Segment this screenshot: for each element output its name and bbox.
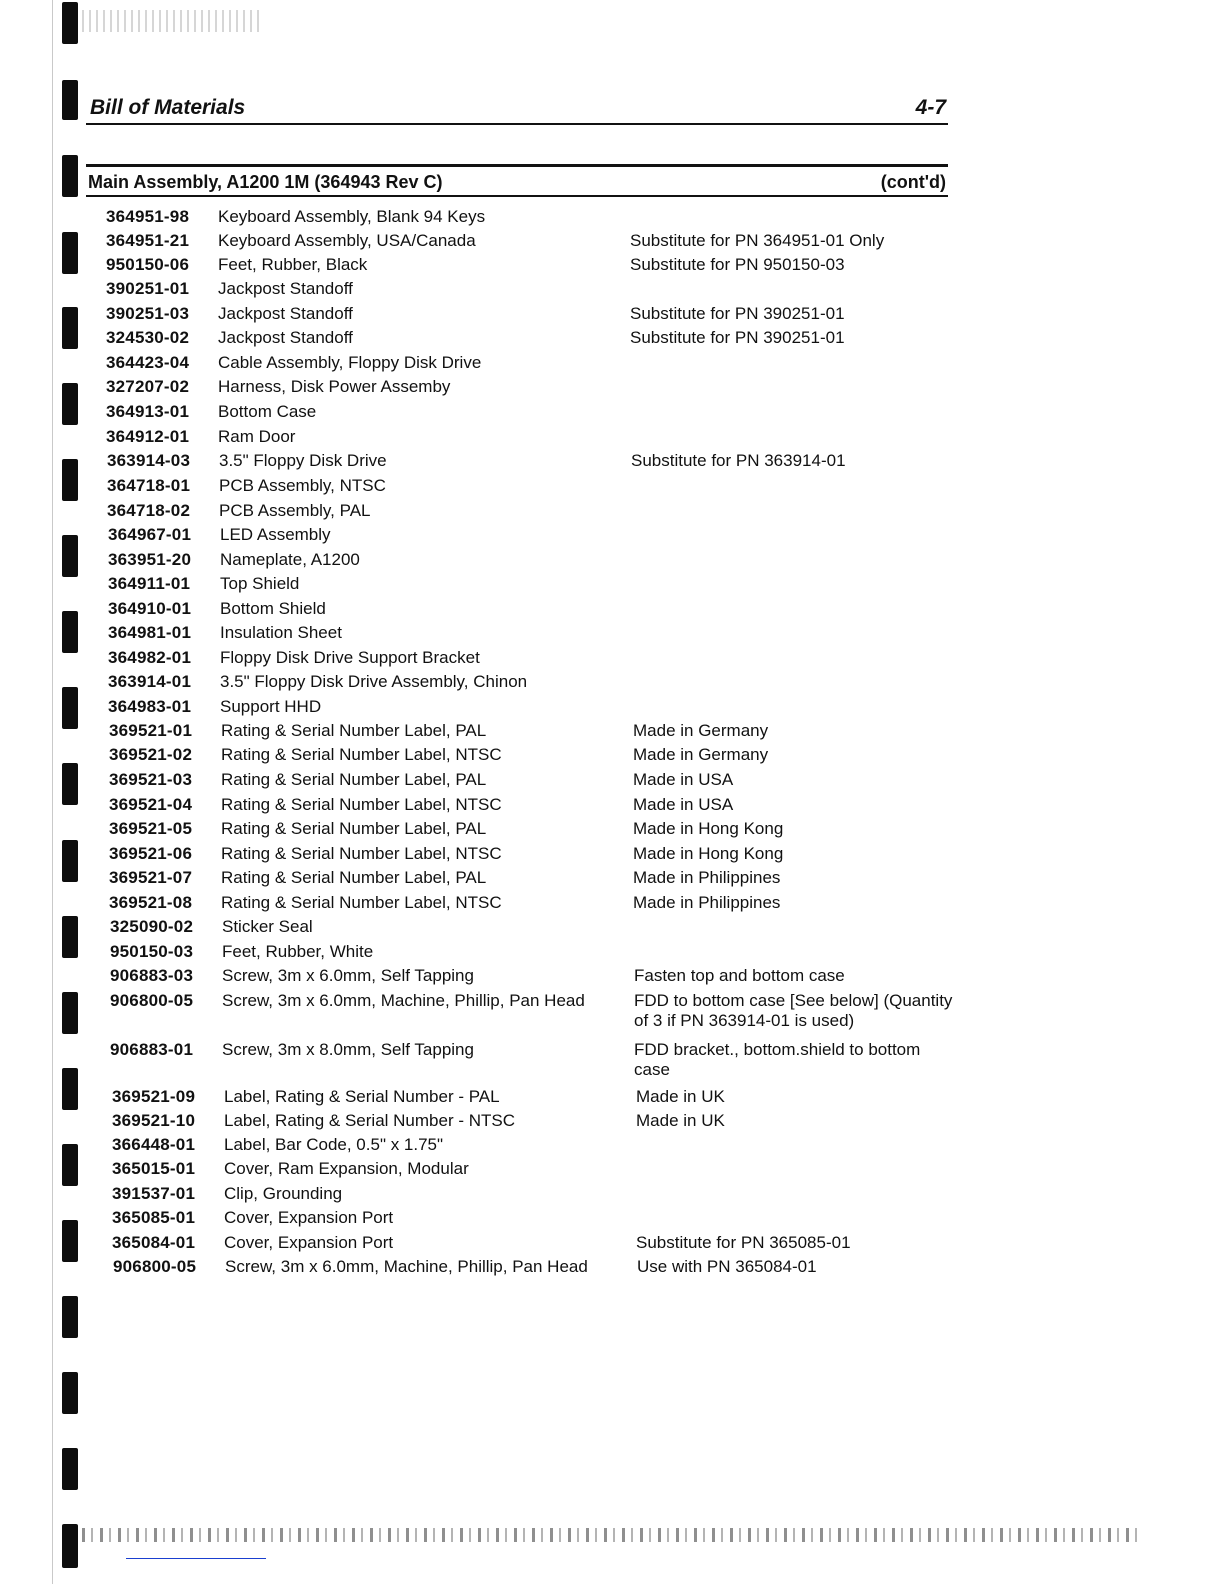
part-number: 369521-07 xyxy=(109,868,193,887)
part-description: Top Shield xyxy=(220,574,300,593)
part-number: 327207-02 xyxy=(106,377,190,396)
part-number: 364718-02 xyxy=(107,501,191,520)
part-description: Feet, Rubber, White xyxy=(222,942,374,961)
bom-row xyxy=(0,942,1224,966)
bom-row xyxy=(0,697,1224,721)
continued-label: (cont'd) xyxy=(880,172,946,192)
bom-row xyxy=(0,476,1224,500)
part-number: 364981-01 xyxy=(108,623,192,642)
part-number: 324530-02 xyxy=(106,328,190,347)
bom-row xyxy=(0,550,1224,574)
bom-row xyxy=(0,991,1224,1030)
part-number: 364911-01 xyxy=(108,574,191,593)
part-number: 365085-01 xyxy=(112,1208,196,1227)
part-number: 364718-01 xyxy=(107,476,191,495)
part-description: Label, Rating & Serial Number - NTSC xyxy=(224,1111,516,1130)
part-note: Made in UK xyxy=(636,1087,725,1106)
part-number: 906800-05 xyxy=(110,991,194,1010)
revision-bar xyxy=(62,155,78,197)
part-description: LED Assembly xyxy=(220,525,331,544)
part-description: Sticker Seal xyxy=(222,917,313,936)
part-number: 363951-20 xyxy=(108,550,192,569)
part-description: Floppy Disk Drive Support Bracket xyxy=(220,648,480,667)
part-number: 906883-03 xyxy=(110,966,194,985)
bom-row xyxy=(0,966,1224,990)
part-description: Jackpost Standoff xyxy=(218,328,353,347)
part-description: Jackpost Standoff xyxy=(218,304,353,323)
bom-row xyxy=(0,525,1224,549)
part-number: 369521-06 xyxy=(109,844,193,863)
part-number: 391537-01 xyxy=(112,1184,196,1203)
part-note: Made in USA xyxy=(633,795,734,814)
bom-row xyxy=(0,745,1224,769)
part-description: PCB Assembly, NTSC xyxy=(219,476,386,495)
section-title: Main Assembly, A1200 1M (364943 Rev C) xyxy=(88,172,443,192)
bom-row xyxy=(0,1135,1224,1159)
part-description: Label, Bar Code, 0.5" x 1.75" xyxy=(224,1135,444,1154)
part-note: Substitute for PN 364951-01 Only xyxy=(630,231,885,250)
bom-row xyxy=(0,427,1224,451)
bom-row xyxy=(0,501,1224,525)
section-heading xyxy=(88,172,948,196)
bom-row xyxy=(0,893,1224,917)
part-description: Keyboard Assembly, Blank 94 Keys xyxy=(218,207,486,226)
bom-row xyxy=(0,1233,1224,1257)
bom-row xyxy=(0,304,1224,328)
part-note: Made in USA xyxy=(633,770,734,789)
header-rule xyxy=(86,123,948,125)
part-number: 369521-02 xyxy=(109,745,193,764)
part-number: 369521-01 xyxy=(109,721,193,740)
part-note: Made in Hong Kong xyxy=(633,844,784,863)
bom-row xyxy=(0,1184,1224,1208)
part-number: 325090-02 xyxy=(110,917,194,936)
part-description: 3.5" Floppy Disk Drive xyxy=(219,451,387,470)
part-note: Made in Philippines xyxy=(633,868,781,887)
revision-bar xyxy=(62,1524,78,1568)
bom-row xyxy=(0,279,1224,303)
part-description: Screw, 3m x 6.0mm, Machine, Phillip, Pan Head xyxy=(225,1257,588,1276)
part-description: Screw, 3m x 8.0mm, Self Tapping xyxy=(222,1040,474,1059)
part-number: 364982-01 xyxy=(108,648,192,667)
part-description: Label, Rating & Serial Number - PAL xyxy=(224,1087,500,1106)
part-description: Insulation Sheet xyxy=(220,623,342,642)
part-description: Cover, Expansion Port xyxy=(224,1208,394,1227)
part-description: Rating & Serial Number Label, PAL xyxy=(221,770,487,789)
part-description: Keyboard Assembly, USA/Canada xyxy=(218,231,476,250)
bom-row xyxy=(0,1111,1224,1135)
bom-row xyxy=(0,1208,1224,1232)
bom-row xyxy=(0,770,1224,794)
scan-noise-bottom xyxy=(82,1528,1142,1542)
part-note: Substitute for PN 390251-01 xyxy=(630,328,845,347)
bom-row xyxy=(0,207,1224,231)
bom-row xyxy=(0,1257,1224,1281)
bom-row xyxy=(0,328,1224,352)
part-description: Cover, Ram Expansion, Modular xyxy=(224,1159,469,1178)
part-description: Bottom Case xyxy=(218,402,317,421)
revision-bar xyxy=(62,80,78,120)
bom-row xyxy=(0,672,1224,696)
section-bottom-rule xyxy=(86,195,948,197)
page-title: Bill of Materials xyxy=(90,96,246,119)
section-top-rule xyxy=(86,164,948,167)
part-note: Made in UK xyxy=(636,1111,725,1130)
part-number: 363914-01 xyxy=(108,672,192,691)
revision-bar xyxy=(62,1372,78,1414)
part-description: Rating & Serial Number Label, NTSC xyxy=(221,893,502,912)
part-number: 369521-03 xyxy=(109,770,193,789)
bom-row xyxy=(0,795,1224,819)
bom-row xyxy=(0,353,1224,377)
part-number: 366448-01 xyxy=(112,1135,196,1154)
bom-row xyxy=(0,574,1224,598)
part-description: Nameplate, A1200 xyxy=(220,550,360,569)
part-number: 364913-01 xyxy=(106,402,190,421)
part-number: 365084-01 xyxy=(112,1233,196,1252)
part-number: 369521-09 xyxy=(112,1087,196,1106)
part-description: Ram Door xyxy=(218,427,296,446)
scan-noise-top xyxy=(82,10,262,32)
part-number: 364951-98 xyxy=(106,207,190,226)
part-description: Rating & Serial Number Label, PAL xyxy=(221,819,487,838)
part-number: 363914-03 xyxy=(107,451,191,470)
part-description: Feet, Rubber, Black xyxy=(218,255,368,274)
part-description: Cable Assembly, Floppy Disk Drive xyxy=(218,353,482,372)
part-number: 906800-05 xyxy=(113,1257,197,1276)
part-number: 369521-04 xyxy=(109,795,193,814)
bom-row xyxy=(0,648,1224,672)
part-number: 369521-10 xyxy=(112,1111,196,1130)
bom-row xyxy=(0,844,1224,868)
part-description: Rating & Serial Number Label, NTSC xyxy=(221,844,502,863)
part-number: 364967-01 xyxy=(108,525,192,544)
part-number: 364910-01 xyxy=(108,599,192,618)
part-number: 390251-03 xyxy=(106,304,190,323)
part-number: 364912-01 xyxy=(106,427,190,446)
scan-underline xyxy=(126,1558,266,1559)
revision-bar xyxy=(62,2,78,44)
part-number: 390251-01 xyxy=(106,279,190,298)
part-note: Fasten top and bottom case xyxy=(634,966,845,985)
part-description: Bottom Shield xyxy=(220,599,326,618)
part-number: 906883-01 xyxy=(110,1040,194,1059)
part-number: 364423-04 xyxy=(106,353,190,372)
bom-row xyxy=(0,819,1224,843)
bom-row xyxy=(0,402,1224,426)
part-description: Clip, Grounding xyxy=(224,1184,343,1203)
revision-bar xyxy=(62,1448,78,1490)
bom-row xyxy=(0,231,1224,255)
part-description: Jackpost Standoff xyxy=(218,279,353,298)
part-description: PCB Assembly, PAL xyxy=(219,501,371,520)
page-number: 4-7 xyxy=(915,96,946,119)
part-note: Made in Hong Kong xyxy=(633,819,784,838)
part-number: 364983-01 xyxy=(108,697,192,716)
part-note: Made in Philippines xyxy=(633,893,781,912)
bom-row xyxy=(0,599,1224,623)
part-number: 950150-06 xyxy=(106,255,190,274)
part-note: Made in Germany xyxy=(633,721,769,740)
part-number: 364951-21 xyxy=(106,231,190,250)
part-description: Rating & Serial Number Label, PAL xyxy=(221,868,487,887)
bom-row xyxy=(0,917,1224,941)
part-note: FDD bracket., bottom.shield to bottom case xyxy=(634,1040,921,1079)
bom-row xyxy=(0,868,1224,892)
part-description: Screw, 3m x 6.0mm, Self Tapping xyxy=(222,966,474,985)
part-note: FDD to bottom case [See below] (Quantity of 3 if PN 363914-01 is used) xyxy=(634,991,953,1030)
part-description: Screw, 3m x 6.0mm, Machine, Phillip, Pan Head xyxy=(222,991,585,1010)
part-number: 369521-08 xyxy=(109,893,193,912)
bom-row xyxy=(0,721,1224,745)
revision-bar xyxy=(62,1296,78,1338)
part-description: 3.5" Floppy Disk Drive Assembly, Chinon xyxy=(220,672,528,691)
bom-row xyxy=(0,1087,1224,1111)
part-description: Cover, Expansion Port xyxy=(224,1233,394,1252)
bom-row xyxy=(0,377,1224,401)
part-number: 950150-03 xyxy=(110,942,194,961)
part-description: Rating & Serial Number Label, NTSC xyxy=(221,795,502,814)
part-note: Made in Germany xyxy=(633,745,769,764)
part-note: Use with PN 365084-01 xyxy=(637,1257,817,1276)
part-note: Substitute for PN 363914-01 xyxy=(631,451,846,470)
bom-row xyxy=(0,451,1224,475)
part-note: Substitute for PN 365085-01 xyxy=(636,1233,851,1252)
part-number: 369521-05 xyxy=(109,819,193,838)
part-note: Substitute for PN 390251-01 xyxy=(630,304,845,323)
bom-row xyxy=(0,623,1224,647)
part-description: Harness, Disk Power Assemby xyxy=(218,377,451,396)
part-description: Rating & Serial Number Label, PAL xyxy=(221,721,487,740)
bom-row xyxy=(0,1040,1224,1079)
part-note: Substitute for PN 950150-03 xyxy=(630,255,845,274)
part-description: Rating & Serial Number Label, NTSC xyxy=(221,745,502,764)
part-description: Support HHD xyxy=(220,697,322,716)
bom-row xyxy=(0,1159,1224,1183)
part-number: 365015-01 xyxy=(112,1159,196,1178)
page-header xyxy=(88,96,948,122)
bom-row xyxy=(0,255,1224,279)
